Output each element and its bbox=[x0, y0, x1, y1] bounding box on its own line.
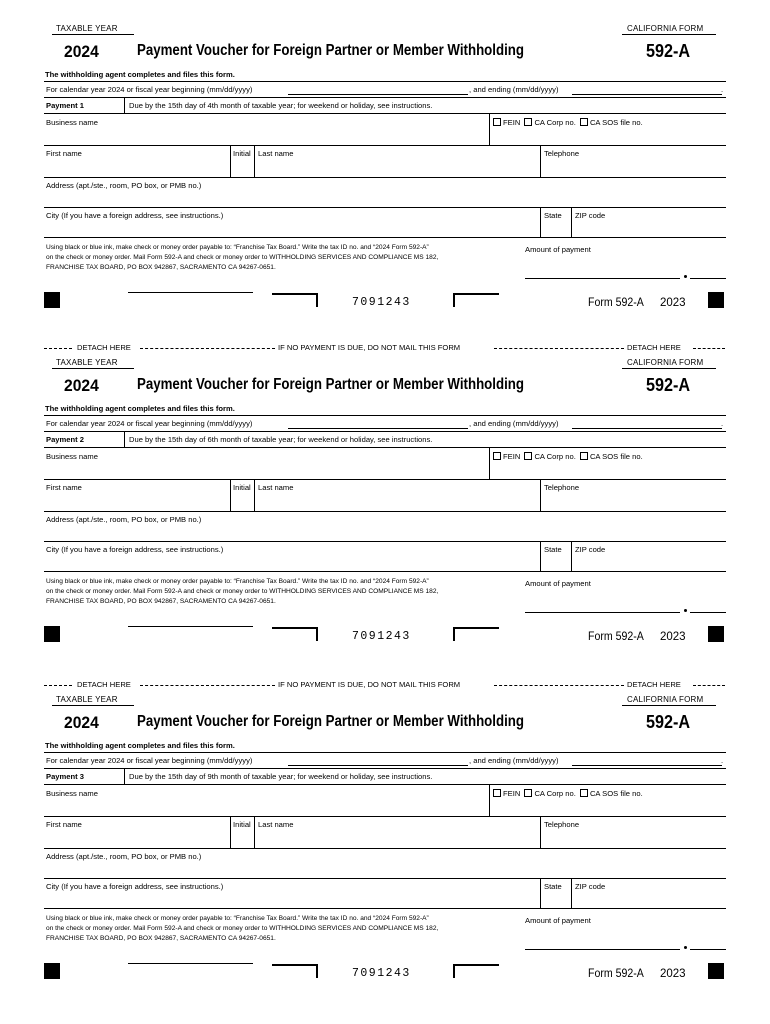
scan-corner-mark bbox=[272, 964, 318, 978]
ca-sos-checkbox[interactable] bbox=[580, 118, 588, 126]
initial-label: Initial bbox=[233, 149, 251, 158]
ca-sos-checkbox[interactable] bbox=[580, 789, 588, 797]
initial-label: Initial bbox=[233, 820, 251, 829]
registration-mark bbox=[708, 292, 724, 308]
fiscal-end-field[interactable] bbox=[572, 765, 722, 766]
registration-mark bbox=[44, 626, 60, 642]
scan-corner-mark bbox=[453, 293, 499, 307]
zip-label: ZIP code bbox=[575, 211, 606, 220]
amount-of-payment-label: Amount of payment bbox=[525, 916, 591, 925]
telephone-label: Telephone bbox=[544, 149, 580, 158]
fein-checkbox[interactable] bbox=[493, 118, 501, 126]
mailing-instructions-1: Using black or blue ink, make check or money order payable to: “Franchise Tax Board.” Write the tax ID no. and “2024 Form 592-A” bbox=[46, 578, 429, 585]
due-date-text: Due by the 15th day of 9th month of taxable year; for weekend or holiday, see instructions. bbox=[129, 772, 433, 781]
detach-line bbox=[0, 342, 770, 354]
business-name-label: Business name bbox=[46, 118, 98, 127]
form-footer: Form 592-A bbox=[588, 631, 644, 643]
mailing-instructions-2: on the check or money order. Mail Form 592-A and check or money order to WITHHOLDING SERVICES AND COMPLIANCE MS 182, bbox=[46, 925, 439, 932]
form-footer: Form 592-A bbox=[588, 297, 644, 309]
fiscal-year-label: For calendar year 2024 or fiscal year beginning (mm/dd/yyyy) bbox=[46, 419, 253, 428]
zip-label: ZIP code bbox=[575, 545, 606, 554]
mailing-instructions-2: on the check or money order. Mail Form 592-A and check or money order to WITHHOLDING SERVICES AND COMPLIANCE MS 182, bbox=[46, 254, 439, 261]
state-label: State bbox=[544, 882, 562, 891]
city-label: City (If you have a foreign address, see instructions.) bbox=[46, 882, 224, 891]
amount-dollars-field[interactable] bbox=[525, 949, 680, 950]
initial-label: Initial bbox=[233, 483, 251, 492]
taxable-year-label: TAXABLE YEAR bbox=[56, 24, 118, 33]
mailing-instructions-2: on the check or money order. Mail Form 592-A and check or money order to WITHHOLDING SERVICES AND COMPLIANCE MS 182, bbox=[46, 588, 439, 595]
registration-mark bbox=[708, 626, 724, 642]
detach-here-left: DETACH HERE bbox=[77, 343, 131, 352]
id-type-options: FEIN CA Corp no. CA SOS file no. bbox=[493, 789, 643, 798]
id-type-options: FEIN CA Corp no. CA SOS file no. bbox=[493, 452, 643, 461]
tax-year: 2024 bbox=[64, 376, 99, 395]
footer-year: 2023 bbox=[660, 968, 686, 980]
detach-here-right: DETACH HERE bbox=[627, 343, 681, 352]
zip-label: ZIP code bbox=[575, 882, 606, 891]
id-type-options: FEIN CA Corp no. CA SOS file no. bbox=[493, 118, 643, 127]
first-name-label: First name bbox=[46, 483, 82, 492]
payment-number: Payment 2 bbox=[46, 435, 84, 444]
fiscal-end-label: , and ending (mm/dd/yyyy) bbox=[469, 85, 559, 94]
state-label: State bbox=[544, 545, 562, 554]
form-number: 592-A bbox=[646, 375, 691, 395]
first-name-label: First name bbox=[46, 820, 82, 829]
form-number: 592-A bbox=[646, 41, 691, 61]
ca-sos-checkbox[interactable] bbox=[580, 452, 588, 460]
fiscal-end-label: , and ending (mm/dd/yyyy) bbox=[469, 419, 559, 428]
fein-checkbox[interactable] bbox=[493, 452, 501, 460]
ca-corp-checkbox[interactable] bbox=[524, 789, 532, 797]
last-name-label: Last name bbox=[258, 820, 294, 829]
california-form-label: CALIFORNIA FORM bbox=[627, 695, 704, 704]
fiscal-begin-field[interactable] bbox=[288, 765, 468, 766]
address-label: Address (apt./ste., room, PO box, or PMB no.) bbox=[46, 852, 202, 861]
amount-cents-field[interactable] bbox=[690, 949, 726, 950]
tax-year: 2024 bbox=[64, 713, 99, 732]
address-label: Address (apt./ste., room, PO box, or PMB no.) bbox=[46, 515, 202, 524]
ca-corp-checkbox[interactable] bbox=[524, 452, 532, 460]
fiscal-year-label: For calendar year 2024 or fiscal year beginning (mm/dd/yyyy) bbox=[46, 756, 253, 765]
amount-cents-field[interactable] bbox=[690, 612, 726, 613]
form-footer: Form 592-A bbox=[588, 968, 644, 980]
registration-mark bbox=[708, 963, 724, 979]
tax-year: 2024 bbox=[64, 42, 99, 61]
fiscal-end-field[interactable] bbox=[572, 94, 722, 95]
amount-dollars-field[interactable] bbox=[525, 612, 680, 613]
form-title: Payment Voucher for Foreign Partner or Member Withholding bbox=[137, 42, 525, 59]
first-name-label: First name bbox=[46, 149, 82, 158]
registration-mark bbox=[44, 963, 60, 979]
payment-number: Payment 1 bbox=[46, 101, 84, 110]
agent-instruction: The withholding agent completes and files this form. bbox=[45, 404, 235, 413]
form-title: Payment Voucher for Foreign Partner or Member Withholding bbox=[137, 713, 525, 730]
footer-year: 2023 bbox=[660, 631, 686, 643]
california-form-label: CALIFORNIA FORM bbox=[627, 24, 704, 33]
form-number: 592-A bbox=[646, 712, 691, 732]
agent-instruction: The withholding agent completes and files this form. bbox=[45, 70, 235, 79]
form-title: Payment Voucher for Foreign Partner or Member Withholding bbox=[137, 376, 525, 393]
payment-number: Payment 3 bbox=[46, 772, 84, 781]
scan-corner-mark bbox=[272, 627, 318, 641]
last-name-label: Last name bbox=[258, 149, 294, 158]
telephone-label: Telephone bbox=[544, 483, 580, 492]
scan-corner-mark bbox=[453, 627, 499, 641]
taxable-year-label: TAXABLE YEAR bbox=[56, 358, 118, 367]
fiscal-year-label: For calendar year 2024 or fiscal year beginning (mm/dd/yyyy) bbox=[46, 85, 253, 94]
city-label: City (If you have a foreign address, see instructions.) bbox=[46, 545, 224, 554]
scan-corner-mark bbox=[272, 293, 318, 307]
amount-of-payment-label: Amount of payment bbox=[525, 579, 591, 588]
business-name-label: Business name bbox=[46, 789, 98, 798]
fiscal-end-field[interactable] bbox=[572, 428, 722, 429]
scan-corner-mark bbox=[453, 964, 499, 978]
business-name-label: Business name bbox=[46, 452, 98, 461]
state-label: State bbox=[544, 211, 562, 220]
footer-year: 2023 bbox=[660, 297, 686, 309]
payment-voucher-2: TAXABLE YEAR CALIFORNIA FORM 2024 Payment Voucher for Foreign Partner or Member Withholding 592-A The withholding agent completes and files this form. For calendar year 2024 or fiscal year beginning (mm/dd/yyyy) , and ending (mm/dd/yyyy) . Payment 2 Due by the 15th day of 6th month of taxable year; for weekend or holiday, see instructions. Business name FEIN CA Corp no. CA SOS file no. First name Initial Last name Telephone Address (apt./ste., room, PO box, or PMB no.) City (If you have a foreign address, see instructions.) State ZIP code Using black or blue ink, make check or money order payable to: “Franchise Tax Board.” Write the tax ID no. and “2024 Form 592-A” on the check or money order. Mail Form 592-A and check or money order to WITHHOLDING SERVICES AND COMPLIANCE MS 182, FRANCHISE TAX BOARD, PO BOX 942867, SACRAMENTO CA 94267-0651. Amount of payment 7091243 Form 592-A 2023 bbox=[0, 334, 770, 670]
detach-here-left: DETACH HERE bbox=[77, 680, 131, 689]
fiscal-begin-field[interactable] bbox=[288, 94, 468, 95]
ca-corp-checkbox[interactable] bbox=[524, 118, 532, 126]
due-date-text: Due by the 15th day of 4th month of taxable year; for weekend or holiday, see instructions. bbox=[129, 101, 433, 110]
mailing-instructions-1: Using black or blue ink, make check or money order payable to: “Franchise Tax Board.” Write the tax ID no. and “2024 Form 592-A” bbox=[46, 244, 429, 251]
amount-dollars-field[interactable] bbox=[525, 278, 680, 279]
city-label: City (If you have a foreign address, see instructions.) bbox=[46, 211, 224, 220]
address-label: Address (apt./ste., room, PO box, or PMB no.) bbox=[46, 181, 202, 190]
mailing-instructions-3: FRANCHISE TAX BOARD, PO BOX 942867, SACRAMENTO CA 94267-0651. bbox=[46, 264, 276, 271]
fiscal-begin-field[interactable] bbox=[288, 428, 468, 429]
fiscal-end-label: , and ending (mm/dd/yyyy) bbox=[469, 756, 559, 765]
agent-instruction: The withholding agent completes and files this form. bbox=[45, 741, 235, 750]
no-payment-notice: IF NO PAYMENT IS DUE, DO NOT MAIL THIS FORM bbox=[278, 680, 461, 689]
payment-voucher-1: TAXABLE YEAR CALIFORNIA FORM 2024 Payment Voucher for Foreign Partner or Member Withholding 592-A The withholding agent completes and files this form. For calendar year 2024 or fiscal year beginning (mm/dd/yyyy) , and ending (mm/dd/yyyy) . Payment 1 Due by the 15th day of 4th month of taxable year; for weekend or holiday, see instructions. Business name FEIN CA Corp no. CA SOS file no. First name Initial Last name Telephone Address (apt./ste., room, PO box, or PMB no.) City (If you have a foreign address, see instructions.) State ZIP code Using black or blue ink, make check or money order payable to: “Franchise Tax Board.” Write the tax ID no. and “2024 Form 592-A” on the check or money order. Mail Form 592-A and check or money order to WITHHOLDING SERVICES AND COMPLIANCE MS 182, FRANCHISE TAX BOARD, PO BOX 942867, SACRAMENTO CA 94267-0651. Amount of payment 7091243 Form 592-A 2023 bbox=[0, 0, 770, 336]
last-name-label: Last name bbox=[258, 483, 294, 492]
detach-line bbox=[0, 679, 770, 691]
amount-of-payment-label: Amount of payment bbox=[525, 245, 591, 254]
payment-voucher-3: TAXABLE YEAR CALIFORNIA FORM 2024 Payment Voucher for Foreign Partner or Member Withholding 592-A The withholding agent completes and files this form. For calendar year 2024 or fiscal year beginning (mm/dd/yyyy) , and ending (mm/dd/yyyy) . Payment 3 Due by the 15th day of 9th month of taxable year; for weekend or holiday, see instructions. Business name FEIN CA Corp no. CA SOS file no. First name Initial Last name Telephone Address (apt./ste., room, PO box, or PMB no.) City (If you have a foreign address, see instructions.) State ZIP code Using black or blue ink, make check or money order payable to: “Franchise Tax Board.” Write the tax ID no. and “2024 Form 592-A” on the check or money order. Mail Form 592-A and check or money order to WITHHOLDING SERVICES AND COMPLIANCE MS 182, FRANCHISE TAX BOARD, PO BOX 942867, SACRAMENTO CA 94267-0651. Amount of payment 7091243 Form 592-A 2023 bbox=[0, 671, 770, 1007]
no-payment-notice: IF NO PAYMENT IS DUE, DO NOT MAIL THIS FORM bbox=[278, 343, 461, 352]
telephone-label: Telephone bbox=[544, 820, 580, 829]
due-date-text: Due by the 15th day of 6th month of taxable year; for weekend or holiday, see instructions. bbox=[129, 435, 433, 444]
taxable-year-label: TAXABLE YEAR bbox=[56, 695, 118, 704]
scan-line-code: 7091243 bbox=[352, 630, 411, 643]
scan-line-code: 7091243 bbox=[352, 296, 411, 309]
amount-cents-field[interactable] bbox=[690, 278, 726, 279]
mailing-instructions-3: FRANCHISE TAX BOARD, PO BOX 942867, SACRAMENTO CA 94267-0651. bbox=[46, 598, 276, 605]
mailing-instructions-1: Using black or blue ink, make check or money order payable to: “Franchise Tax Board.” Write the tax ID no. and “2024 Form 592-A” bbox=[46, 915, 429, 922]
fein-checkbox[interactable] bbox=[493, 789, 501, 797]
california-form-label: CALIFORNIA FORM bbox=[627, 358, 704, 367]
registration-mark bbox=[44, 292, 60, 308]
scan-line-code: 7091243 bbox=[352, 967, 411, 980]
detach-here-right: DETACH HERE bbox=[627, 680, 681, 689]
mailing-instructions-3: FRANCHISE TAX BOARD, PO BOX 942867, SACRAMENTO CA 94267-0651. bbox=[46, 935, 276, 942]
